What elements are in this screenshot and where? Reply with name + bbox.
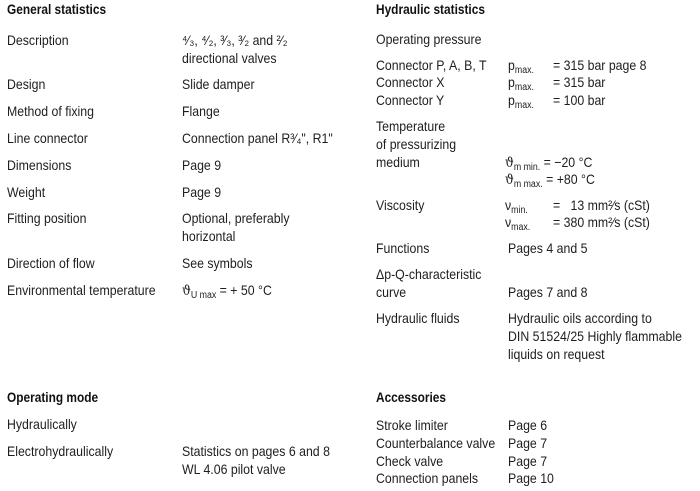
- general-row-label: Method of fixing: [7, 103, 94, 119]
- fluids-label: Hydraulic fluids: [376, 310, 460, 326]
- pressure-value: = 315 bar: [553, 74, 606, 90]
- general-row-value: Optional, preferably: [182, 210, 290, 226]
- accessory-value: Page 7: [508, 435, 548, 451]
- general-row-label: Direction of flow: [7, 255, 95, 271]
- temperature-label: of pressurizing: [376, 136, 457, 152]
- viscosity-symbol: $\nu_{max.}$: [505, 214, 531, 233]
- functions-value: Pages 4 and 5: [508, 240, 588, 256]
- accessory-label: Counterbalance valve: [376, 435, 496, 451]
- operating-mode-label: Electrohydraulically: [7, 443, 114, 459]
- viscosity-min-value: = 13 mm²⁄s (cSt): [553, 197, 650, 213]
- pressure-symbol: $p_{max.}$: [508, 74, 534, 93]
- operating-mode-label: Hydraulically: [7, 416, 77, 432]
- characteristic-label: curve: [376, 284, 407, 300]
- theta-symbol: ϑ: [505, 172, 514, 188]
- general-row-label: Environmental temperature: [7, 282, 156, 298]
- general-statistics-heading: General statistics: [7, 2, 107, 17]
- characteristic-label: Δp-Q-characteristic: [376, 266, 482, 282]
- general-row-value: directional valves: [182, 50, 277, 66]
- accessory-value: Page 10: [508, 470, 554, 486]
- temperature-label: medium: [376, 154, 420, 170]
- accessory-label: Stroke limiter: [376, 417, 448, 433]
- fluids-value: liquids on request: [508, 346, 605, 362]
- general-row-value: Connection panel R³⁄₄", R1": [182, 130, 333, 146]
- functions-label: Functions: [376, 240, 430, 256]
- pressure-symbol: $p_{max.}$: [508, 57, 534, 76]
- general-row-value: See symbols: [182, 255, 253, 271]
- accessory-label: Connection panels: [376, 470, 479, 486]
- operating-mode-value: Statistics on pages 6 and 8: [182, 443, 330, 459]
- general-row-label: Fitting position: [7, 210, 87, 226]
- fluids-value: Hydraulic oils according to: [508, 310, 652, 326]
- hydraulic-statistics-heading: Hydraulic statistics: [376, 2, 485, 17]
- viscosity-label: Viscosity: [376, 197, 425, 213]
- viscosity-max-value: = 380 mm²⁄s (cSt): [553, 214, 650, 230]
- characteristic-value: Pages 7 and 8: [508, 284, 588, 300]
- operating-mode-value: WL 4.06 pilot valve: [182, 461, 286, 477]
- pressure-value: = 315 bar page 8: [553, 57, 647, 73]
- connector-label: Connector X: [376, 74, 445, 90]
- temperature-max: $ϑ_{m max.} = +80$ °C: [505, 171, 595, 190]
- viscosity-symbol: $\nu_{min.}$: [505, 197, 528, 216]
- accessories-heading: Accessories: [376, 390, 447, 405]
- general-row-label: Dimensions: [7, 157, 72, 173]
- pressure-value: = 100 bar: [553, 92, 606, 108]
- general-row-label: Weight: [7, 184, 46, 200]
- general-row-value: ⁴⁄₃, ⁴⁄₂, ³⁄₃, ³⁄₂ and ²⁄₂: [182, 32, 288, 48]
- temperature-min: $ϑ_{m min.} = -20$ °C: [505, 154, 593, 173]
- temperature-label: Temperature: [376, 118, 446, 134]
- fluids-value: DIN 51524/25 Highly flammable: [508, 328, 682, 344]
- accessory-value: Page 6: [508, 417, 548, 433]
- environmental-temperature-value: $ϑ_{U max}$ = + 50 °C: [182, 282, 272, 301]
- theta-symbol: ϑ: [182, 283, 191, 299]
- connector-label: Connector P, A, B, T: [376, 57, 487, 73]
- general-row-value: Flange: [182, 103, 220, 119]
- general-row-value: Page 9: [182, 157, 222, 173]
- operating-pressure-label: Operating pressure: [376, 31, 482, 47]
- general-row-value: horizontal: [182, 228, 236, 244]
- theta-symbol: ϑ: [505, 155, 514, 171]
- accessory-label: Check valve: [376, 453, 444, 469]
- accessory-value: Page 7: [508, 453, 548, 469]
- general-row-label: Description: [7, 32, 69, 48]
- pressure-symbol: $p_{max.}$: [508, 92, 534, 111]
- general-row-label: Line connector: [7, 130, 88, 146]
- general-row-value: Slide damper: [182, 76, 255, 92]
- connector-label: Connector Y: [376, 92, 445, 108]
- operating-mode-heading: Operating mode: [7, 390, 99, 405]
- general-row-label: Design: [7, 76, 46, 92]
- general-row-value: Page 9: [182, 184, 222, 200]
